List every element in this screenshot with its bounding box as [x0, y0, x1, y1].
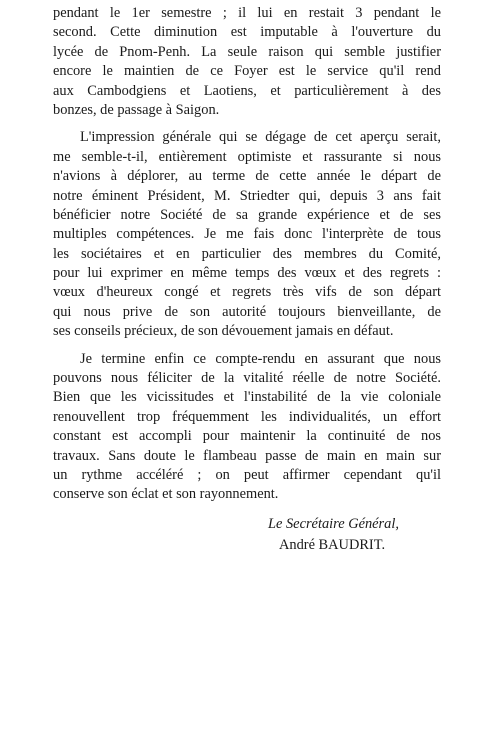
text-line: n'avions à déplorer, au terme de cette année le départ de: [53, 168, 441, 185]
text-line: travaux. Sans doute le flambeau passe de main en main sur: [53, 447, 441, 464]
text-line: Bien que les vicissitudes et l'instabilité de la vie coloniale: [53, 389, 441, 406]
text-line: bénéficier notre Société de sa grande expérience et de ses: [53, 206, 441, 223]
text-line: un rythme accéléré ; on peut affirmer cependant qu'il: [53, 466, 441, 483]
text-line: aux Cambodgiens et Laotiens, et particulièrement à des: [53, 82, 441, 99]
paragraph-3: [53, 350, 441, 505]
paragraph-gap: [53, 342, 441, 350]
text-line: bonzes, de passage à Saigon.: [53, 101, 220, 118]
text-line: encore le maintien de ce Foyer est le service qu'il rend: [53, 63, 441, 80]
text-line: lycée de Pnom-Penh. La seule raison qui semble justifier: [53, 43, 441, 60]
text-line: me semble-t-il, entièrement optimiste et rassurante si nous: [53, 148, 441, 165]
text-line: constant est accompli pour maintenir la continuité de nos: [53, 428, 441, 445]
signature-block: [53, 515, 441, 559]
text-line: L'impression générale qui se dégage de cet aperçu serait,: [80, 129, 441, 146]
text-line: conserve son éclat et son rayonnement.: [53, 486, 279, 503]
paragraph-1: [53, 4, 441, 120]
text-line: ses conseils précieux, de son dévouement jamais en défaut.: [53, 323, 394, 340]
text-line: les sociétaires et en particulier des membres du Comité,: [53, 245, 441, 262]
paragraph-2: [53, 128, 441, 341]
text-line: second. Cette diminution est imputable à l'ouverture du: [53, 24, 441, 41]
text-line: notre éminent Président, M. Striedter qui, depuis 3 ans fait: [53, 187, 441, 204]
document-page: [53, 4, 441, 559]
text-line: qui nous prive de son autorité toujours bienveillante, de: [53, 303, 441, 320]
text-line: pour lui exprimer en même temps des vœux et des regrets :: [53, 265, 441, 282]
text-line: pendant le 1er semestre ; il lui en restait 3 pendant le: [53, 5, 441, 21]
paragraph-gap: [53, 120, 441, 128]
signature-name: André BAUDRIT.: [279, 536, 386, 553]
text-line: pouvons nous féliciter de la vitalité réelle de notre Société.: [53, 370, 441, 387]
signature-title: Le Secrétaire Général,: [268, 515, 399, 532]
text-line: multiples compétences. Je me fais donc l'interprète de tous: [53, 226, 441, 243]
text-line: Je termine enfin ce compte-rendu en assurant que nous: [80, 350, 441, 367]
text-line: renouvellent trop fréquemment les individualités, un effort: [53, 408, 441, 425]
text-line: vœux d'heureux congé et regrets très vifs de son départ: [53, 284, 441, 301]
